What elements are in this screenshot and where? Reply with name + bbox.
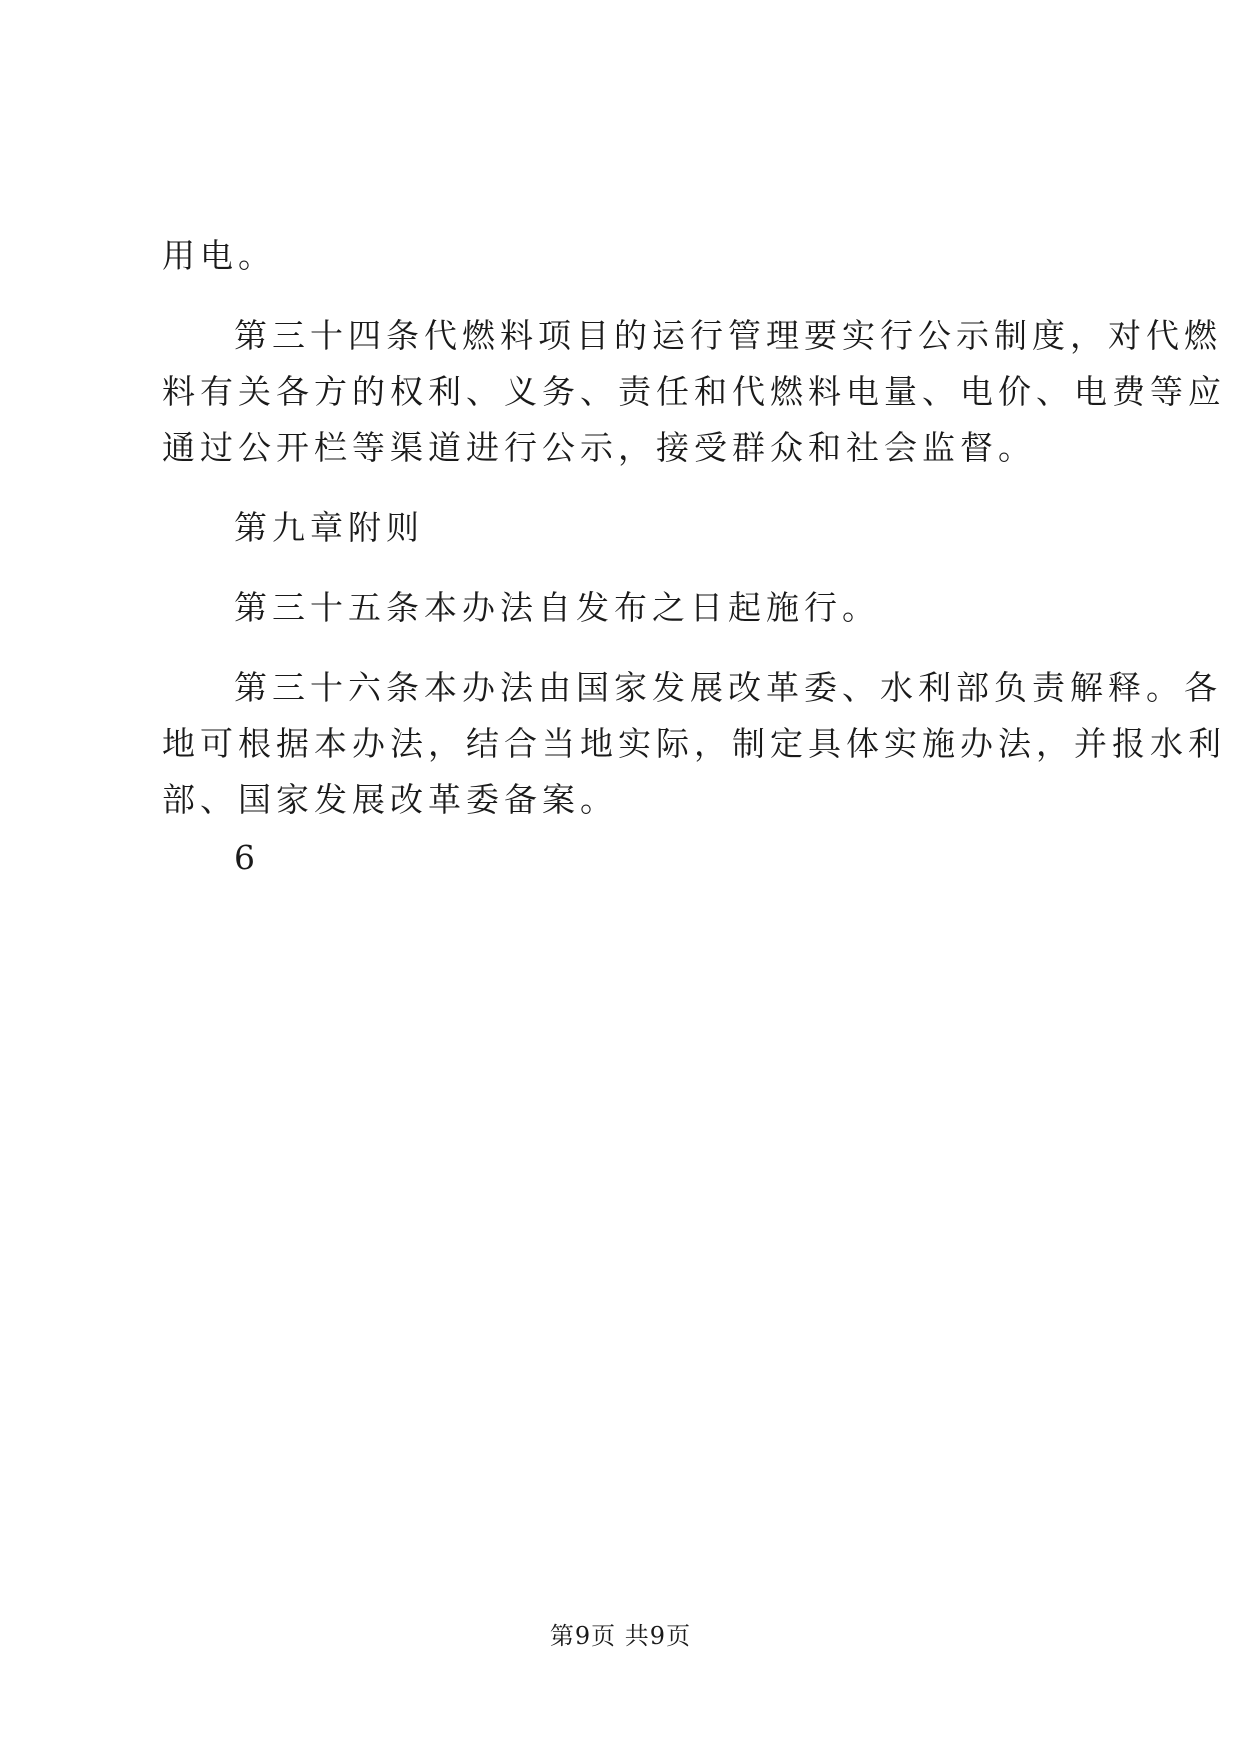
document-body: [162, 228, 1226, 828]
text-line: 用电。: [162, 236, 276, 275]
text-line: 料有关各方的权利、义务、责任和代燃料电量、电价、电费等应: [162, 372, 1226, 411]
text-line: 地可根据本办法，结合当地实际，制定具体实施办法，并报水利: [162, 724, 1226, 763]
page-marker: 6: [234, 838, 255, 877]
text-line: 第九章附则: [234, 508, 424, 547]
text-line: 第三十六条本办法由国家发展改革委、水利部负责解释。各: [234, 668, 1222, 707]
text-line: 部、国家发展改革委备案。: [162, 780, 618, 819]
paragraph-continuation: [162, 228, 1082, 284]
paragraph-article-35: [162, 580, 1082, 636]
paragraph-article-36: [162, 660, 1226, 828]
text-line: 第三十五条本办法自发布之日起施行。: [234, 588, 880, 627]
page-footer: 第9页 共9页: [549, 1622, 692, 1650]
text-line: 通过公开栏等渠道进行公示，接受群众和社会监督。: [162, 428, 1036, 467]
chapter-heading: [162, 500, 1082, 556]
text-line: 第三十四条代燃料项目的运行管理要实行公示制度，对代燃: [234, 316, 1222, 355]
paragraph-article-34: [162, 308, 1226, 476]
